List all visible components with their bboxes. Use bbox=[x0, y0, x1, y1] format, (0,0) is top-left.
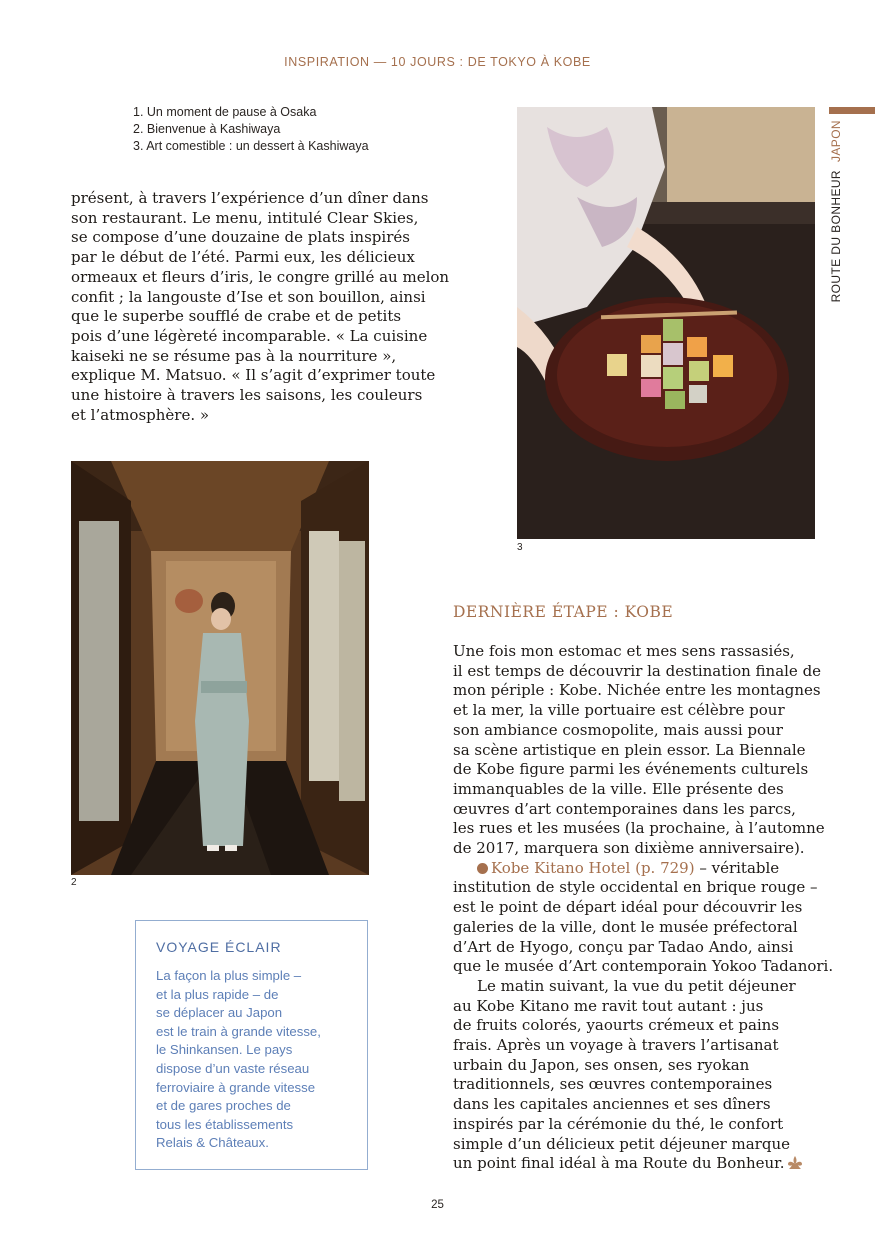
text-line: de Kobe figure parmi les événements culturels bbox=[453, 760, 809, 779]
text-line: son restaurant. Le menu, intitulé Clear Skies, bbox=[71, 208, 419, 227]
text-line: frais. Après un voyage à travers l’artisanat bbox=[453, 1036, 779, 1055]
tip-line: se déplacer au Japon bbox=[156, 1005, 283, 1021]
text-line: simple d’un délicieux petit déjeuner marque bbox=[453, 1134, 790, 1153]
tip-line: La façon la plus simple – bbox=[156, 968, 302, 983]
text-line: est le point de départ idéal pour découvrir les bbox=[453, 898, 803, 917]
tip-line: et la plus rapide – de bbox=[156, 986, 279, 1002]
right-column-text bbox=[453, 642, 833, 1174]
tip-line: Relais & Châteaux. bbox=[156, 1135, 269, 1151]
left-column-text bbox=[71, 189, 449, 425]
photo-number-3: 3 bbox=[517, 542, 523, 553]
text-line: œuvres d’art contemporaines dans les parcs, bbox=[453, 799, 796, 818]
text-line: au Kobe Kitano me ravit tout autant : jus bbox=[453, 996, 764, 1015]
section-heading: DERNIÈRE ÉTAPE : KOBE bbox=[453, 603, 674, 621]
page-number: 25 bbox=[431, 1199, 444, 1211]
side-tab-accent-bar bbox=[829, 107, 875, 114]
travel-tip-box bbox=[135, 920, 368, 1170]
text-line: par le début de l’été. Parmi eux, les délicieux bbox=[71, 248, 415, 267]
running-header: INSPIRATION — 10 JOURS : DE TOKYO À KOBE bbox=[284, 55, 591, 69]
travel-tip-title: VOYAGE ÉCLAIR bbox=[156, 939, 282, 955]
text-line: et l’atmosphère. » bbox=[71, 405, 210, 424]
text-line: de fruits colorés, yaourts crémeux et pains bbox=[453, 1016, 780, 1035]
hotel-line bbox=[453, 859, 833, 879]
side-tab-label bbox=[829, 120, 845, 320]
hotel-line-rest: – véritable bbox=[694, 858, 780, 877]
text-line: Le matin suivant, la vue du petit déjeuner bbox=[477, 976, 796, 995]
text-line: de 2017, marquera son dixième anniversaire). bbox=[453, 839, 805, 858]
tip-line: le Shinkansen. Le pays bbox=[156, 1042, 293, 1058]
text-line: il est temps de découvrir la destination finale de bbox=[453, 661, 822, 680]
fleur-de-lis-icon bbox=[787, 1156, 803, 1170]
text-line: une histoire à travers les saisons, les couleurs bbox=[71, 386, 423, 405]
side-tab-route: ROUTE DU BONHEUR bbox=[829, 170, 843, 303]
text-line: sa scène artistique en plein essor. La Biennale bbox=[453, 740, 806, 759]
closing-line bbox=[453, 1154, 833, 1174]
caption-2: 2. Bienvenue à Kashiwaya bbox=[133, 122, 281, 136]
text-line: que le musée d’Art contemporain Yokoo Tadanori. bbox=[453, 957, 834, 976]
text-line: inspirés par la cérémonie du thé, le confort bbox=[453, 1114, 784, 1133]
side-tab-country: JAPON bbox=[829, 120, 843, 163]
text-line: d’Art de Hyogo, conçu par Tadao Ando, ainsi bbox=[453, 937, 794, 956]
closing-text: un point final idéal à ma Route du Bonheur. bbox=[453, 1154, 785, 1173]
text-line: et la mer, la ville portuaire est célèbre pour bbox=[453, 701, 785, 720]
corridor-illustration bbox=[71, 461, 369, 875]
corridor-photo bbox=[71, 461, 369, 875]
text-line: confit ; la langouste d’Ise et son bouillon, ainsi bbox=[71, 287, 426, 306]
text-line: pois d’une légèreté incomparable. « La cuisine bbox=[71, 326, 428, 345]
tip-line: dispose d’un vaste réseau bbox=[156, 1060, 310, 1076]
text-line: mon périple : Kobe. Nichée entre les montagnes bbox=[453, 681, 821, 700]
tip-line: tous les établissements bbox=[156, 1116, 294, 1132]
dessert-illustration bbox=[517, 107, 815, 539]
tip-line: ferroviaire à grande vitesse bbox=[156, 1079, 316, 1095]
travel-tip-body bbox=[156, 967, 321, 1153]
text-line: galeries de la ville, dont le musée préfectoral bbox=[453, 917, 798, 936]
text-line: son ambiance cosmopolite, mais aussi pour bbox=[453, 720, 783, 739]
text-line: kaiseki ne se résume pas à la nourriture », bbox=[71, 346, 397, 365]
text-line: traditionnels, ses œuvres contemporaines bbox=[453, 1075, 773, 1094]
photo-captions bbox=[133, 104, 369, 155]
dessert-photo bbox=[517, 107, 815, 539]
text-line: Une fois mon estomac et mes sens rassasiés, bbox=[453, 642, 795, 660]
text-line: ormeaux et fleurs d’iris, le congre grillé au melon bbox=[71, 267, 450, 286]
caption-1: 1. Un moment de pause à Osaka bbox=[133, 105, 317, 119]
text-line: urbain du Japon, ses onsen, ses ryokan bbox=[453, 1055, 750, 1074]
caption-3: 3. Art comestible : un dessert à Kashiwaya bbox=[133, 139, 369, 153]
photo-number-2: 2 bbox=[71, 877, 77, 888]
text-line: les rues et les musées (la prochaine, à l’automne bbox=[453, 819, 825, 838]
text-line: explique M. Matsuo. « Il s’agit d’exprimer toute bbox=[71, 366, 436, 385]
text-line: institution de style occidental en brique rouge – bbox=[453, 878, 818, 897]
tip-line: est le train à grande vitesse, bbox=[156, 1023, 321, 1039]
tip-line: et de gares proches de bbox=[156, 1098, 291, 1114]
text-line: immanquables de la ville. Elle présente des bbox=[453, 779, 784, 798]
text-line: présent, à travers l’expérience d’un dîner dans bbox=[71, 189, 429, 207]
text-line: se compose d’une douzaine de plats inspirés bbox=[71, 228, 410, 247]
hotel-marker-dot bbox=[477, 863, 488, 874]
text-line: dans les capitales anciennes et ses dîners bbox=[453, 1095, 771, 1114]
hotel-page-link[interactable]: Kobe Kitano Hotel (p. 729) bbox=[491, 858, 695, 877]
text-line: que le superbe soufflé de crabe et de petits bbox=[71, 307, 402, 326]
